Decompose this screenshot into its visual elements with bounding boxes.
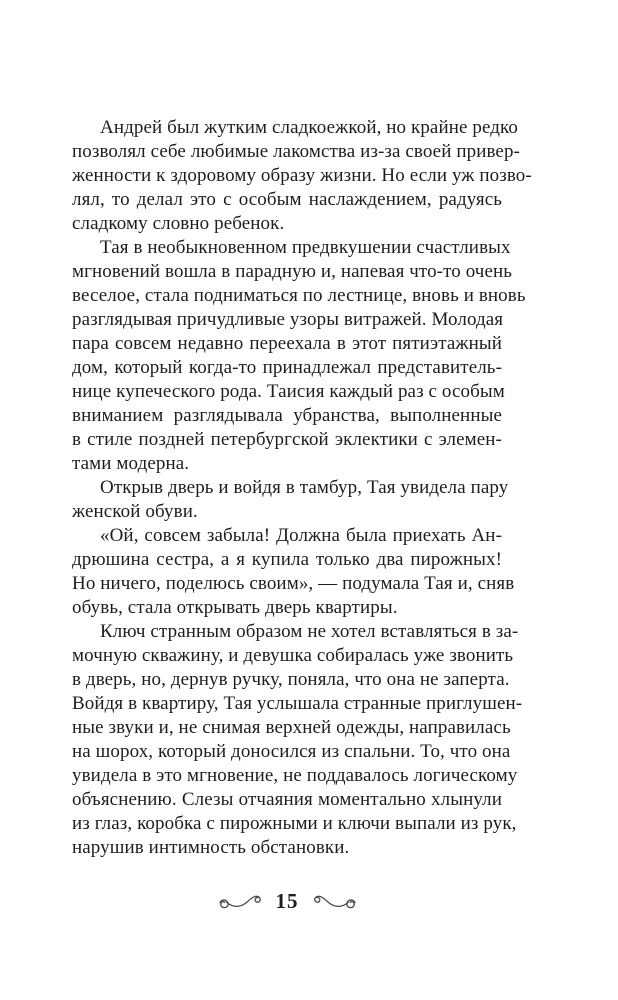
text-line: обувь, стала открывать дверь квартиры. (72, 597, 398, 618)
text-line: Но ничего, поделюсь своим», — подумала Тая и, сняв (72, 573, 515, 594)
text-line: позволял себе любимые лакомства из-за своей привер- (72, 141, 520, 162)
text-line: вниманием разглядывала убранства, выполненные (72, 405, 502, 426)
text-line: увидела в это мгновение, не поддавалось логическому (72, 765, 518, 786)
text-line: дрюшина сестра, а я купила только два пирожных! (72, 549, 502, 570)
text-line: женности к здоровому образу жизни. Но если уж позво- (72, 165, 532, 186)
text-line: тами модерна. (72, 453, 190, 474)
text-line: в стиле поздней петербургской эклектики с элемен- (72, 429, 502, 450)
text-line: Ключ странным образом не хотел вставляться в за- (100, 621, 519, 642)
text-line: в дверь, но, дернув ручку, поняла, что она не заперта. (72, 669, 510, 690)
text-line: Андрей был жутким сладкоежкой, но крайне редко (100, 117, 518, 138)
text-line: Тая в необыкновенном предвкушении счастливых (100, 237, 511, 258)
text-line: веселое, стала подниматься по лестнице, вновь и вновь (72, 285, 526, 306)
page-footer (72, 888, 502, 914)
text-line: Открыв дверь и войдя в тамбур, Тая увидела пару (100, 477, 509, 498)
text-line: объяснению. Слезы отчаяния моментально хлынули (72, 789, 502, 810)
text-line: мгновений вошла в парадную и, напевая что-то очень (72, 261, 513, 282)
text-line: нице купеческого рода. Таисия каждый раз с особым (72, 381, 505, 402)
page-number: 15 (275, 889, 299, 913)
text-line: пара совсем недавно переехала в этот пятиэтажный (72, 333, 502, 354)
text-line: мочную скважину, и девушка собиралась уже звонить (72, 645, 514, 666)
text-line: разглядывая причудливые узоры витражей. Молодая (72, 309, 504, 330)
text-line: ные звуки и, не снимая верхней одежды, направилась (72, 717, 511, 738)
text-line: Войдя в квартиру, Тая услышала странные приглушен- (72, 693, 523, 714)
text-line: дом, который когда-то принадлежал представитель- (72, 357, 502, 378)
text-line: сладкому словно ребенок. (72, 213, 285, 234)
text-line: лял, то делал это с особым наслаждением, радуясь (72, 189, 502, 210)
page-text-block (72, 116, 532, 860)
text-line: женской обуви. (72, 501, 198, 522)
text-line: на шорох, который доносился из спальни. То, что она (72, 741, 511, 762)
flourish-left-icon (217, 889, 263, 913)
text-line: нарушив интимность обстановки. (72, 837, 350, 858)
text-line: из глаз, коробка с пирожными и ключи выпали из рук, (72, 813, 517, 834)
text-line: «Ой, совсем забыла! Должна была приехать Ан- (100, 525, 502, 546)
flourish-right-icon (312, 889, 358, 913)
